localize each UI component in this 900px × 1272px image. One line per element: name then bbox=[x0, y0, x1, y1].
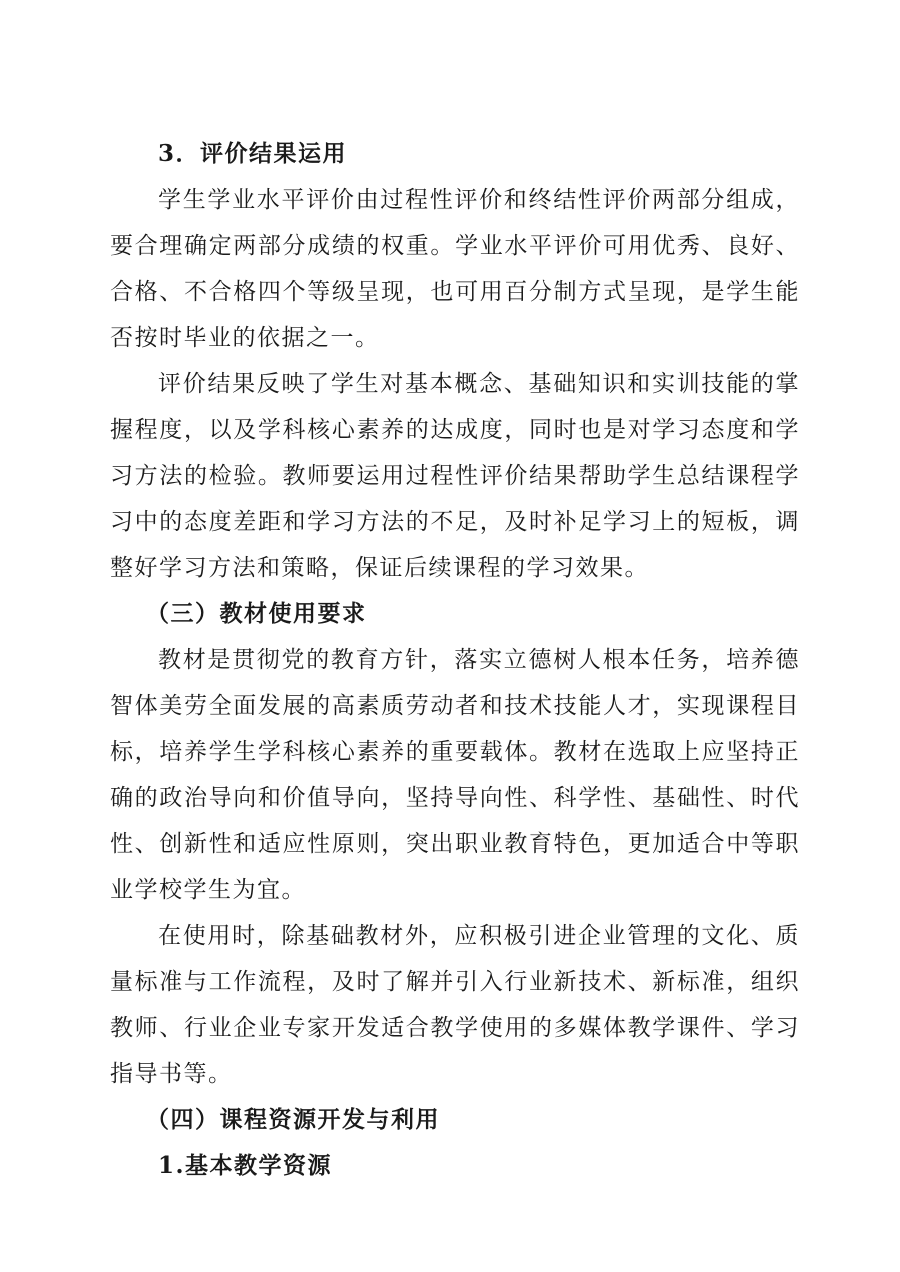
heading-basic-teaching-resources: 1.基本教学资源 bbox=[158, 1152, 333, 1179]
paragraph-evaluation-reflection: 评价结果反映了学生对基本概念、基础知识和实训技能的掌握程度，以及学科核心素养的达成度，同时也是对学习态度和学习方法的检验。教师要运用过程性评价结果帮助学生总结课程学习中的态度差距和学习方法的不足，及时补足学习上的短板，调整好学习方法和策略，保证后续课程的学习效果。 bbox=[110, 371, 800, 581]
heading-textbook-requirements: （三）教材使用要求 bbox=[146, 600, 367, 627]
paragraph-textbook-purpose: 教材是贯彻党的教育方针，落实立德树人根本任务，培养德智体美劳全面发展的高素质劳动者和技术技能人才，实现课程目标，培养学生学科核心素养的重要载体。教材在选取上应坚持正确的政治导向和价值导向，坚持导向性、科学性、基础性、时代性、创新性和适应性原则，突出职业教育特色，更加适合中等职业学校学生为宜。 bbox=[110, 647, 800, 903]
paragraph-academic-evaluation: 学生学业水平评价由过程性评价和终结性评价两部分组成，要合理确定两部分成绩的权重。学业水平评价可用优秀、良好、合格、不合格四个等级呈现，也可用百分制方式呈现，是学生能否按时毕业的依据之一。 bbox=[110, 187, 800, 351]
heading-evaluation-results: 3．评价结果运用 bbox=[158, 140, 348, 167]
heading-course-resources: （四）课程资源开发与利用 bbox=[146, 1106, 440, 1133]
paragraph-textbook-usage: 在使用时，除基础教材外，应积极引进企业管理的文化、质量标准与工作流程，及时了解并引入行业新技术、新标准，组织教师、行业企业专家开发适合教学使用的多媒体教学课件、学习指导书等。 bbox=[110, 923, 800, 1087]
